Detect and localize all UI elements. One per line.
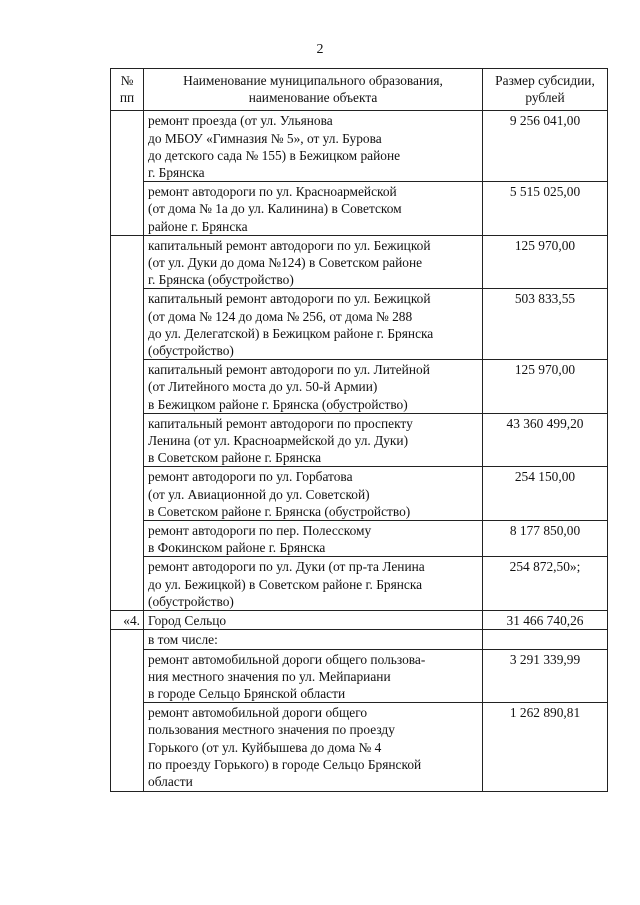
object-name-line: до ул. Бежицкой) в Советском районе г. Брянска — [148, 576, 423, 592]
object-name-line: до ул. Делегатской) в Бежицком районе г. Брянска — [148, 325, 434, 341]
row-subsidy-amount: 254 872,50»; — [483, 557, 608, 611]
object-name-line: капитальный ремонт автодороги по ул. Литейной — [148, 362, 430, 378]
object-name-line: капитальный ремонт автодороги по ул. Бежицкой — [148, 237, 431, 253]
object-name-line: в Советском районе г. Брянска — [148, 450, 322, 466]
table-row — [111, 467, 608, 521]
table-row — [111, 630, 608, 649]
row-subsidy-amount: 9 256 041,00 — [483, 111, 608, 182]
object-name-line: до МБОУ «Гимназия № 5», от ул. Бурова — [148, 130, 382, 146]
object-name-line: (от дома № 124 до дома № 256, от дома № 288 — [148, 308, 413, 324]
header-number-line: № — [120, 73, 134, 88]
object-name-line: до детского сада № 155) в Бежицком районе — [148, 147, 401, 163]
row-number — [111, 111, 144, 235]
header-amount-line: Размер субсидии, — [495, 73, 595, 88]
row-subsidy-amount: 8 177 850,00 — [483, 521, 608, 557]
object-name-line: в том числе: — [148, 632, 218, 648]
object-name-line: ремонт проезда (от ул. Ульянова — [148, 113, 333, 129]
object-name-line: районе г. Брянска — [148, 218, 248, 234]
table-row — [111, 611, 608, 630]
row-object-name — [144, 611, 483, 630]
table-row — [111, 413, 608, 467]
row-object-name — [144, 521, 483, 557]
row-object-name — [144, 557, 483, 611]
object-name-line: в Советском районе г. Брянска (обустройство) — [148, 503, 411, 519]
object-name-line: капитальный ремонт автодороги по ул. Бежицкой — [148, 291, 431, 307]
table-row — [111, 235, 608, 289]
table-row — [111, 649, 608, 703]
object-name-line: в Фокинском районе г. Брянска — [148, 540, 326, 556]
object-name-line: области — [148, 773, 193, 789]
row-number — [111, 235, 144, 610]
object-name-line: (от Литейного моста до ул. 50-й Армии) — [148, 379, 378, 395]
row-object-name — [144, 649, 483, 703]
table-body — [111, 111, 608, 792]
object-name-line: (обустройство) — [148, 343, 234, 359]
table-header-row — [111, 69, 608, 111]
object-name-line: пользования местного значения по проезду — [148, 722, 395, 738]
table-row — [111, 521, 608, 557]
row-object-name — [144, 289, 483, 360]
object-name-line: ремонт автодороги по ул. Красноармейской — [148, 184, 397, 200]
object-name-line: ремонт автомобильной дороги общего — [148, 705, 368, 721]
object-name-line: ремонт автодороги по пер. Полесскому — [148, 523, 372, 539]
row-subsidy-amount: 5 515 025,00 — [483, 182, 608, 236]
row-subsidy-amount: 125 970,00 — [483, 360, 608, 414]
row-number — [111, 630, 144, 792]
row-object-name — [144, 360, 483, 414]
table-row — [111, 703, 608, 792]
row-subsidy-amount: 254 150,00 — [483, 467, 608, 521]
row-object-name — [144, 703, 483, 792]
row-object-name — [144, 467, 483, 521]
row-object-name — [144, 630, 483, 649]
row-subsidy-amount: 43 360 499,20 — [483, 413, 608, 467]
object-name-line: (от ул. Дуки до дома №124) в Советском районе — [148, 255, 423, 271]
row-subsidy-amount: 503 833,55 — [483, 289, 608, 360]
subsidy-table — [110, 68, 608, 792]
object-name-line: ния местного значения по ул. Мейпариани — [148, 668, 391, 684]
page-number: 2 — [316, 42, 324, 57]
object-name-line: г. Брянска (обустройство) — [148, 272, 294, 288]
object-name-line: г. Брянска — [148, 165, 205, 181]
object-name-line: по проезду Горького) в городе Сельцо Брянской — [148, 756, 422, 772]
row-number: «4. — [111, 611, 144, 630]
header-name-line: наименование объекта — [248, 90, 378, 106]
table-row — [111, 557, 608, 611]
object-name-line: ремонт автодороги по ул. Горбатова — [148, 469, 353, 485]
header-amount — [483, 69, 608, 111]
header-number — [111, 69, 144, 111]
table-row — [111, 289, 608, 360]
header-number-line: пп — [119, 90, 135, 106]
header-amount-line: рублей — [525, 90, 565, 106]
object-name-line: (от дома № 1а до ул. Калинина) в Советском — [148, 201, 402, 217]
row-subsidy-amount — [483, 630, 608, 649]
header-name — [144, 69, 483, 111]
object-name-line: (от ул. Авиационной до ул. Советской) — [148, 486, 370, 502]
row-object-name — [144, 235, 483, 289]
object-name-line: Город Сельцо — [148, 613, 227, 629]
row-subsidy-amount: 31 466 740,26 — [483, 611, 608, 630]
row-subsidy-amount: 1 262 890,81 — [483, 703, 608, 792]
table-row — [111, 182, 608, 236]
row-object-name — [144, 182, 483, 236]
row-subsidy-amount: 3 291 339,99 — [483, 649, 608, 703]
object-name-line: Горького (от ул. Куйбышева до дома № 4 — [148, 739, 382, 755]
object-name-line: ремонт автомобильной дороги общего пользова- — [148, 651, 426, 667]
object-name-line: ремонт автодороги по ул. Дуки (от пр-та Ленина — [148, 559, 425, 575]
row-subsidy-amount: 125 970,00 — [483, 235, 608, 289]
object-name-line: капитальный ремонт автодороги по проспекту — [148, 415, 413, 431]
object-name-line: (обустройство) — [148, 593, 234, 609]
object-name-line: Ленина (от ул. Красноармейской до ул. Дуки) — [148, 433, 409, 449]
table-row — [111, 360, 608, 414]
row-object-name — [144, 413, 483, 467]
table-row — [111, 111, 608, 182]
object-name-line: в городе Сельцо Брянской области — [148, 685, 346, 701]
object-name-line: в Бежицком районе г. Брянска (обустройство) — [148, 396, 408, 412]
header-name-line: Наименование муниципального образования, — [183, 73, 443, 88]
row-object-name — [144, 111, 483, 182]
